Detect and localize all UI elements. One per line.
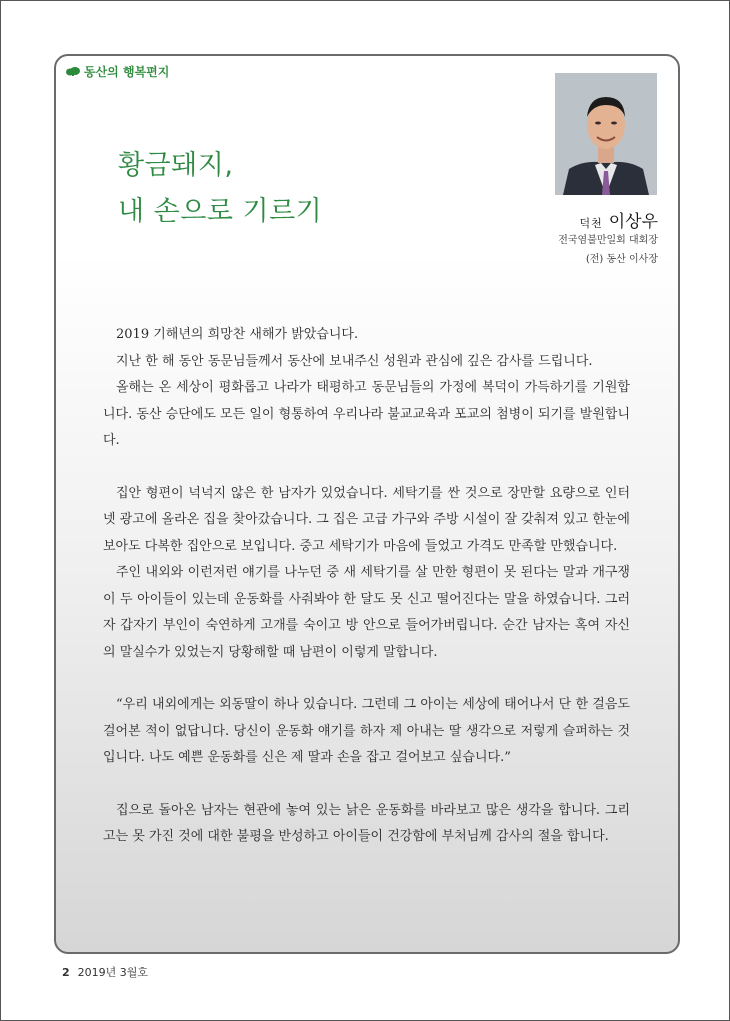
article-title: [118, 143, 322, 235]
section-label-text: 동산의 행복편지: [84, 65, 170, 79]
section-label: [66, 63, 169, 80]
paragraph: 주인 내외와 이런저런 얘기를 나누던 중 새 세탁기를 살 만한 형편이 못 된다는 말과 개구쟁이 두 아이들이 있는데 운동화를 사줘봐야 한 달도 못 신고 떨어진다는 말을 하였습니다. 그러자 갑자기 부인이 숙연하게 고개를 숙이고 방 안으로 들어가버립니다. 순간 남자는 혹여 자신의 말실수가 있었는지 당황해할 때 남편이 이렇게 말합니다.: [103, 565, 630, 660]
paragraph: 집으로 돌아온 남자는 현관에 놓여 있는 낡은 운동화를 바라보고 많은 생각을 합니다. 그리고는 못 가진 것에 대한 불평을 반성하고 아이들이 건강함에 부처님께 감사의 절을 합니다.: [103, 802, 630, 844]
page-footer: [62, 964, 148, 980]
paragraph: 2019 기해년의 희망찬 새해가 밝았습니다.: [116, 327, 359, 342]
paragraph-gap: [103, 666, 630, 692]
page-number: 2: [62, 966, 70, 979]
paragraph-gap: [103, 455, 630, 481]
quote-paragraph: “우리 내외에게는 외동딸이 하나 있습니다. 그런데 그 아이는 세상에 태어나서 단 한 걸음도 걸어본 적이 없답니다. 당신이 운동화 얘기를 하자 제 아내는 딸 생각으로 저렇게 슬퍼하는 것입니다. 나도 예쁜 운동화를 신은 제 딸과 손을 잡고 걸어보고 싶습니다.”: [103, 697, 630, 765]
article-body: [103, 322, 630, 851]
title-line-1: 황금돼지,: [118, 150, 234, 181]
paragraph: 집안 형편이 넉넉지 않은 한 남자가 있었습니다. 세탁기를 싼 것으로 장만할 요량으로 인터넷 광고에 올라온 집을 찾아갔습니다. 그 집은 고급 가구와 주방 시설이 잘 갖춰져 있고 한눈에 보아도 다복한 집안으로 보입니다. 중고 세탁기가 마음에 들었고 가격도 만족할 만했습니다.: [103, 485, 630, 554]
portrait-image: [555, 73, 657, 195]
author-photo: [555, 73, 657, 195]
paragraph-gap: [103, 772, 630, 798]
author-name: [579, 207, 658, 232]
author-pen-name: 덕천: [579, 217, 603, 230]
tree-icon: [66, 67, 80, 76]
paragraph: 지난 한 해 동안 동문님들께서 동산에 보내주신 성원과 관심에 깊은 감사를 드립니다.: [116, 353, 593, 369]
title-line-2: 내 손으로 기르기: [118, 196, 323, 227]
author-role-former: (전) 동산 이사장: [585, 254, 658, 265]
issue-label: 2019년 3월호: [77, 966, 149, 979]
paragraph: 올해는 온 세상이 평화롭고 나라가 태평하고 동문님들의 가정에 복덕이 가득하기를 기원합니다. 동산 승단에도 모든 일이 형통하여 우리나라 불교교육과 포교의 첨병이 되기를 발원합니다.: [103, 380, 630, 448]
author-role: 전국염불만일회 대회장: [558, 235, 658, 246]
author-name-text: 이상우: [608, 212, 658, 232]
